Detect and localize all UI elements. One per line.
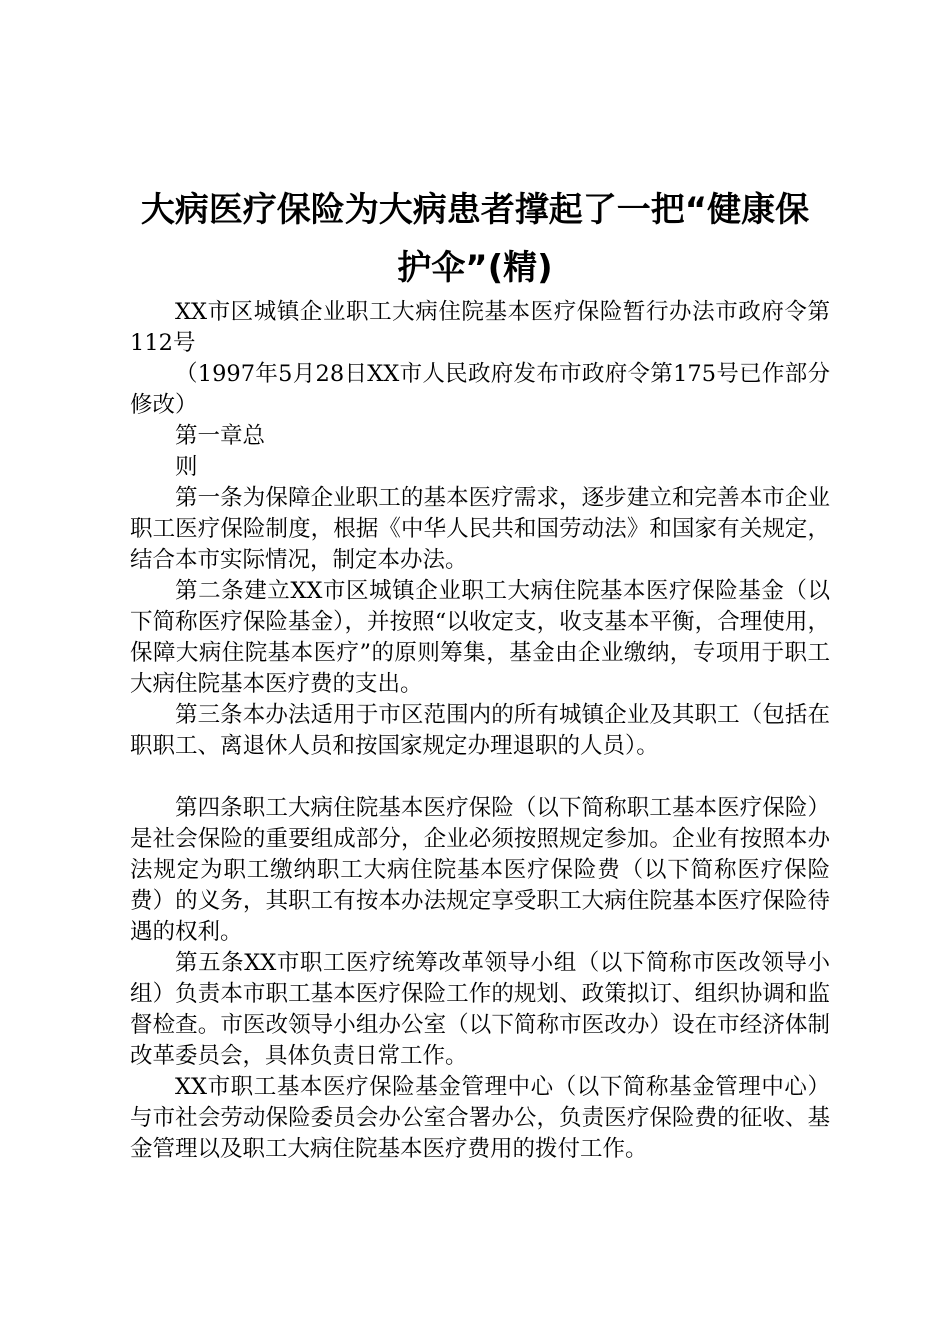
article-1: 第一条为保障企业职工的基本医疗需求，逐步建立和完善本市企业职工医疗保险制度，根据《中华人民共和国劳动法》和国家有关规定，结合本市实际情况，制定本办法。 (130, 485, 830, 573)
document-title-line-1: 大病医疗保险为大病患者撑起了一把“健康保 (140, 190, 810, 230)
chapter-heading: 第一章总 (175, 423, 266, 449)
article-5-continued: XX市职工基本医疗保险基金管理中心（以下简称基金管理中心）与市社会劳动保险委员会办公室合署办公，负责医疗保险费的征收、基金管理以及职工大病住院基本医疗费用的拨付工作。 (130, 1074, 830, 1162)
document-body (130, 297, 830, 1165)
chapter-heading-continued: 则 (175, 454, 198, 480)
issuance-note: （1997年5月28日XX市人民政府发布市政府令第175号已作部分修改） (130, 361, 830, 418)
article-5: 第五条XX市职工医疗统筹改革领导小组（以下简称市医改领导小组）负责本市职工基本医疗保险工作的规划、政策拟订、组织协调和监督检查。市医改领导小组办公室（以下简称市医改办）设在市经济体制改革委员会，具体负责日常工作。 (130, 950, 830, 1069)
article-2: 第二条建立XX市区城镇企业职工大病住院基本医疗保险基金（以下简称医疗保险基金），并按照“以收定支，收支基本平衡，合理使用，保障大病住院基本医疗”的原则筹集，基金由企业缴纳，专项用于职工大病住院基本医疗费的支出。 (130, 578, 830, 697)
article-4: 第四条职工大病住院基本医疗保险（以下简称职工基本医疗保险）是社会保险的重要组成部分，企业必须按照规定参加。企业有按照本办法规定为职工缴纳职工大病住院基本医疗保险费（以下简称医疗保险费）的义务，其职工有按本办法规定享受职工大病住院基本医疗保险待遇的权利。 (130, 795, 830, 945)
document-title-line-2: 护伞”(精) (397, 248, 553, 288)
regulation-name: XX市区城镇企业职工大病住院基本医疗保险暂行办法市政府令第112号 (130, 299, 830, 356)
article-3: 第三条本办法适用于市区范围内的所有城镇企业及其职工（包括在职职工、离退休人员和按国家规定办理退职的人员）。 (130, 702, 830, 759)
